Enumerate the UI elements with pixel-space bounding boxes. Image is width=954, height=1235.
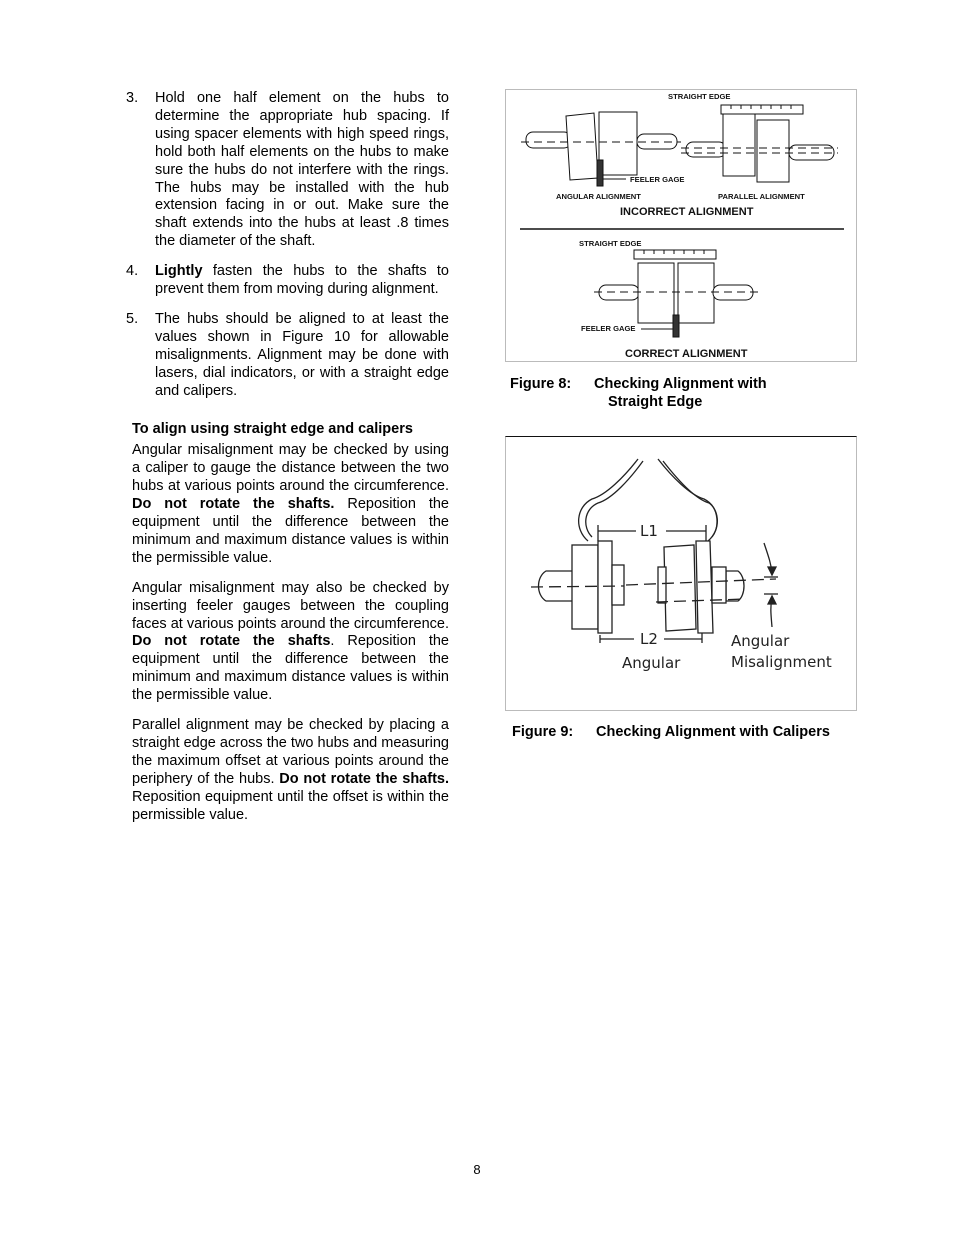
step-text: fasten the hubs to the shafts to prevent them from moving during alignment. xyxy=(155,263,449,298)
figure-8 xyxy=(505,89,857,362)
caption-label: Figure 9: xyxy=(512,724,574,740)
label-feeler-gage-top: FEELER GAGE xyxy=(630,175,685,184)
label-angular-alignment: ANGULAR ALIGNMENT xyxy=(556,192,641,201)
step-emphasis: Lightly xyxy=(155,263,203,280)
step-text: Hold one half element on the hubs to determine the appropriate hub spacing. If using spacer elements with high speed rings, hold both half elements on the hubs to make sure the hubs do not interfere with the rings. The hubs may be installed with the hub extension facing in or out. Make sure the shaft extends into the hubs at least .8 times the diameter of the shaft. xyxy=(155,90,449,250)
caption-text: Checking Alignment with xyxy=(594,376,767,392)
label-l2: L2 xyxy=(640,630,658,648)
label-correct-alignment: CORRECT ALIGNMENT xyxy=(625,348,748,360)
label-straight-edge-top: STRAIGHT EDGE xyxy=(668,92,731,101)
caption-text: Straight Edge xyxy=(608,394,703,410)
step-text: The hubs should be aligned to at least the values shown in Figure 10 for allowable misalignments. Alignment may be done with lasers, dial indicators, or with a straight edge and calipers. xyxy=(155,310,449,399)
label-angular-2: Angular xyxy=(731,632,790,650)
figure-9-illustration xyxy=(506,437,856,710)
figure-8-caption xyxy=(510,375,767,411)
caption-text: Checking Alignment with Calipers xyxy=(596,724,830,740)
step-number: 4. xyxy=(126,263,139,280)
step-number: 3. xyxy=(126,90,139,106)
figure-9 xyxy=(505,436,857,711)
caption-label: Figure 8: xyxy=(510,376,572,392)
left-column xyxy=(126,90,449,837)
figure-9-caption xyxy=(512,723,830,741)
label-incorrect-alignment: INCORRECT ALIGNMENT xyxy=(620,206,754,218)
step-5 xyxy=(126,311,449,401)
figure-8-illustration xyxy=(506,90,856,361)
paragraph-feeler: Angular misalignment may also be checked by inserting feeler gauges between the coupling faces at various points around the circumference. Do not rotate the shafts. Reposition the equipment until the difference between the minimum and maximum distance values is within the permissible value. xyxy=(132,579,449,704)
label-l1: L1 xyxy=(640,522,658,540)
label-angular: Angular xyxy=(622,654,681,672)
step-number: 5. xyxy=(126,310,139,327)
label-misalignment: Misalignment xyxy=(731,653,832,671)
paragraph-parallel: Parallel alignment may be checked by placing a straight edge across the two hubs and measuring the maximum offset at various points around the periphery of the hubs. Do not rotate the shafts. Reposition equipment until the offset is within the permissible value. xyxy=(132,717,449,823)
label-straight-edge-bottom: STRAIGHT EDGE xyxy=(579,239,642,248)
label-feeler-gage-bottom: FEELER GAGE xyxy=(581,324,636,333)
page-number: 8 xyxy=(473,1162,481,1177)
label-parallel-alignment: PARALLEL ALIGNMENT xyxy=(718,192,805,201)
step-4 xyxy=(126,263,449,299)
step-3 xyxy=(126,90,449,251)
paragraph-caliper: Angular misalignment may be checked by using a caliper to gauge the distance between the two hubs at various points around the circumference. Do not rotate the shafts. Reposition the equipment until the difference between the minimum and maximum distance values is within the permissible value. xyxy=(132,442,449,566)
straight-edge-section xyxy=(126,421,449,825)
section-heading: To align using straight edge and calipers xyxy=(132,420,413,437)
